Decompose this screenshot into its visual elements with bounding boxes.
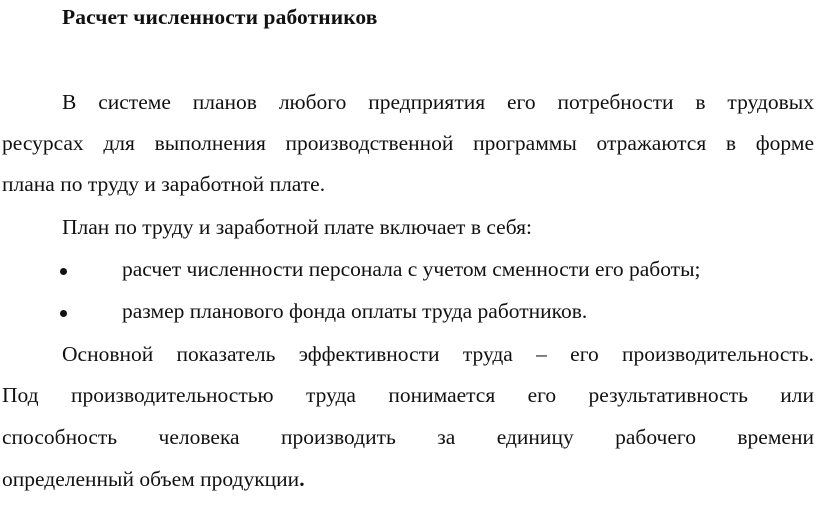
paragraph-1-line-2: ресурсах для выполнения производственной программы отражаются в форме [2, 131, 814, 155]
paragraph-3-line-4-period: . [299, 467, 305, 491]
paragraph-3-line-2: Под производительностью труда понимается его результативность или [2, 383, 814, 407]
paragraph-2-line-1: План по труду и заработной плате включает в себя: [62, 215, 532, 239]
paragraph-1-line-3: плана по труду и заработной плате. [2, 172, 326, 196]
paragraph-3-line-4 [2, 466, 305, 492]
paragraph-3-line-4-text: определенный объем продукции [2, 467, 300, 491]
paragraph-1-line-1: В системе планов любого предприятия его потребности в трудовых [62, 90, 814, 114]
bullet-item-1: расчет численности персонала с учетом сменности его работы; [122, 257, 701, 281]
bullet-2-icon [60, 310, 67, 317]
document-title: Расчет численности работников [62, 5, 378, 29]
bullet-item-2: размер планового фонда оплаты труда работников. [122, 299, 588, 323]
paragraph-3-line-3: способность человека производить за единицу рабочего времени [2, 425, 814, 449]
paragraph-3-line-1: Основной показатель эффективности труда – его производительность. [62, 342, 814, 366]
bullet-1-icon [60, 268, 67, 275]
